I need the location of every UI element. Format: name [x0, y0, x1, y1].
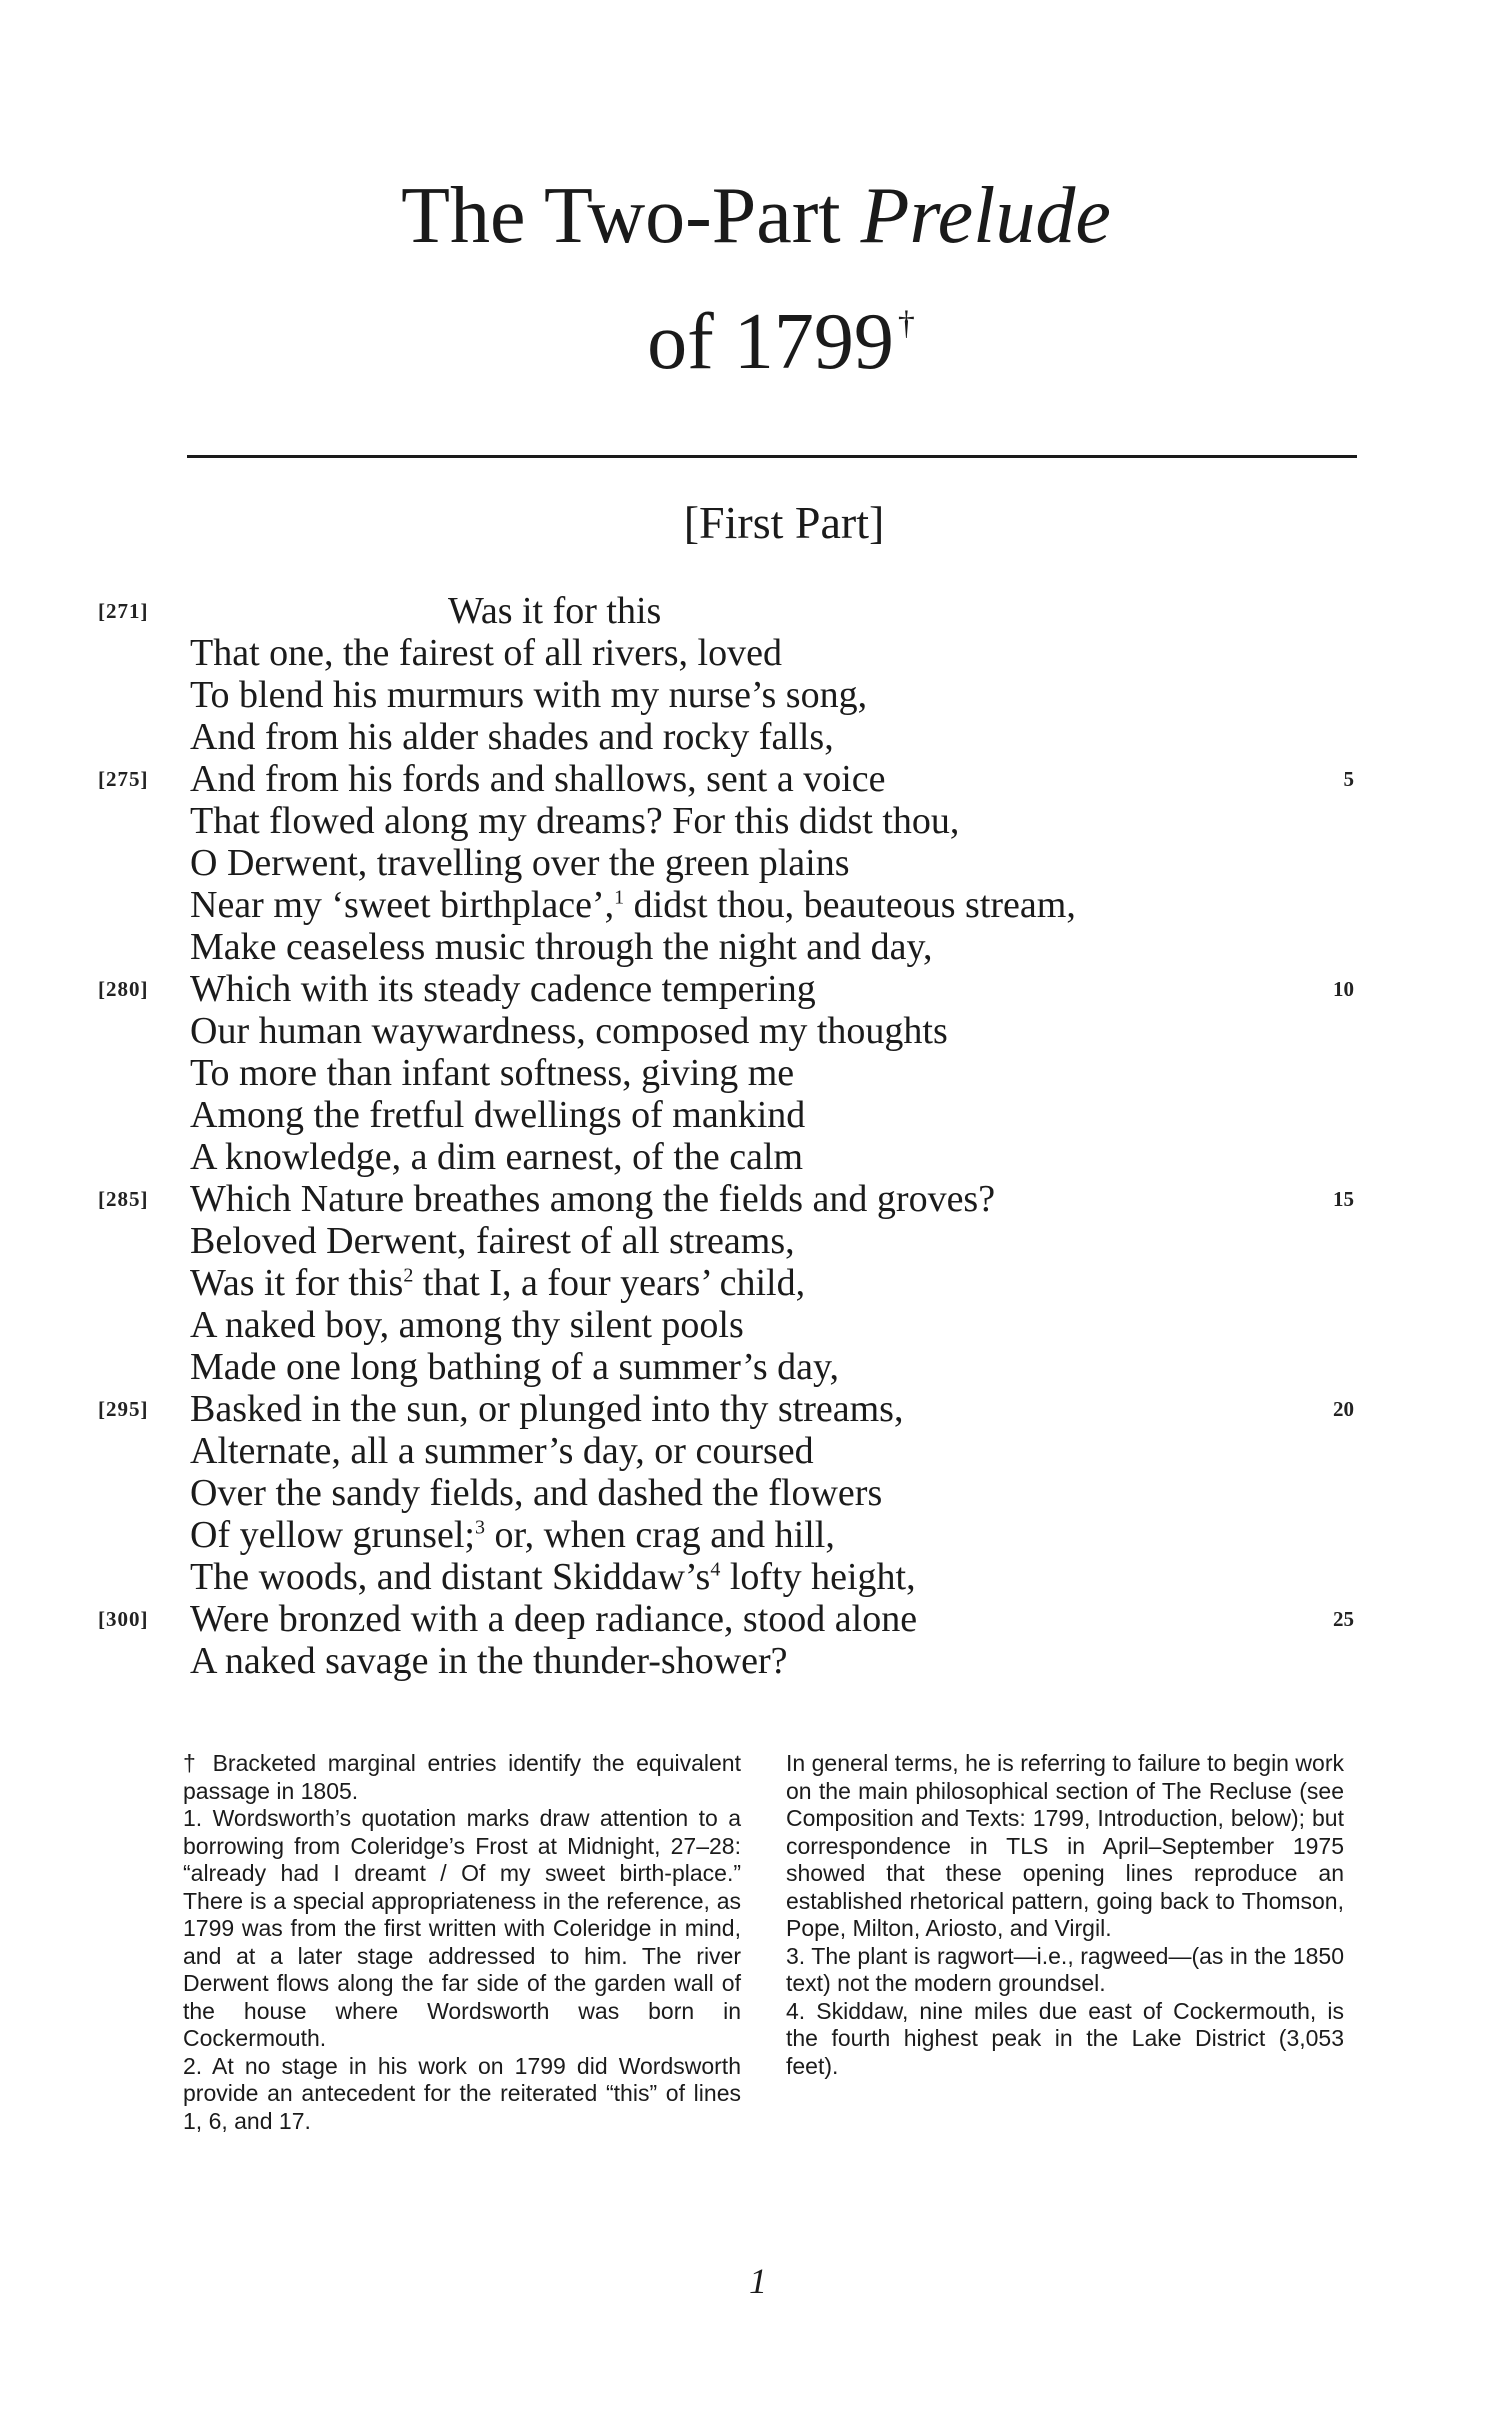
footnote: 3. The plant is ragwort—i.e., ragweed—(as in the 1850 text) not the modern groundsel.	[786, 1942, 1344, 1996]
poem-line-text: Which with its steady cadence tempering	[190, 968, 816, 1010]
poem-line-text: That one, the fairest of all rivers, loved	[190, 632, 782, 674]
poem-line-text: Made one long bathing of a summer’s day,	[190, 1346, 840, 1388]
poem-line	[190, 1094, 805, 1136]
poem-line-text: To blend his murmurs with my nurse’s song,	[190, 674, 868, 716]
poem-line-text: Alternate, all a summer’s day, or coursed	[190, 1430, 814, 1472]
poem-line-text: To more than infant softness, giving me	[190, 1052, 795, 1094]
title-dagger: †	[897, 305, 915, 342]
poem-line-text: Basked in the sun, or plunged into thy streams,	[190, 1388, 904, 1430]
poem-line	[190, 800, 959, 842]
poem-line	[190, 632, 782, 674]
poem-line-text-rest: lofty height,	[720, 1556, 916, 1598]
poem-line	[190, 1556, 916, 1598]
poem-line-text: The woods, and distant Skiddaw’s	[190, 1556, 711, 1598]
poem-line	[190, 674, 867, 716]
poem-line	[190, 1178, 995, 1220]
poem-line-text: A naked savage in the thunder-shower?	[190, 1640, 788, 1682]
poem-line-text: Was it for this	[190, 1262, 404, 1304]
line-number: 15	[1333, 1187, 1354, 1211]
footnotes-left-column	[183, 1750, 741, 2135]
title-rule	[187, 455, 1357, 458]
poem-line	[190, 1220, 795, 1262]
poem-line	[190, 1262, 805, 1304]
footnote: † Bracketed marginal entries identify the equivalent passage in 1805.	[183, 1750, 741, 1804]
poem-line-text: Make ceaseless music through the night and day,	[190, 926, 933, 968]
poem-line-text-rest: didst thou, beauteous stream,	[624, 884, 1076, 926]
poem-line	[190, 1052, 794, 1094]
line-number: 25	[1333, 1607, 1354, 1631]
poem-line	[190, 1304, 744, 1346]
footnote: 2. At no stage in his work on 1799 did Wordsworth provide an antecedent for the reiterated “this” of lines 1, 6, and 17.	[183, 2052, 741, 2134]
footnote-reference: 2	[403, 1264, 414, 1287]
poem-line-text: And from his alder shades and rocky falls,	[190, 716, 834, 758]
footnote-reference: 3	[474, 1516, 485, 1539]
title-line-2	[0, 298, 1488, 386]
margin-1805-reference: [285]	[98, 1187, 149, 1211]
poem-line	[190, 1388, 903, 1430]
margin-1805-reference: [280]	[98, 977, 149, 1001]
line-number: 5	[1343, 767, 1354, 791]
footnote: 1. Wordsworth’s quotation marks draw attention to a borrowing from Coleridge’s Frost at Midnight, 27–28: “already had I dreamt / Of my sweet birth-place.” There is a special appropriateness in the reference, as 1799 was from the first written with Coleridge in mind, and at a later stage addressed to him. The river Derwent flows along the far side of the garden wall of the house where Wordsworth was born in Cockermouth.	[183, 1805, 741, 2051]
poem-line	[190, 1010, 948, 1052]
poem-line-text: O Derwent, travelling over the green plains	[190, 842, 850, 884]
line-number: 20	[1333, 1397, 1354, 1421]
poem-line	[190, 716, 834, 758]
poem-line-text-rest: or, when crag and hill,	[484, 1514, 835, 1556]
poem-line	[190, 1430, 814, 1472]
poem-line	[190, 1472, 882, 1514]
poem-line-text: Was it for this	[448, 590, 662, 632]
poem-line-text: And from his fords and shallows, sent a voice	[190, 758, 886, 800]
poem-line	[190, 1598, 917, 1640]
title-italic-word: Prelude	[860, 172, 1111, 260]
poem-line	[190, 842, 850, 884]
poem-line-text: Of yellow grunsel;	[190, 1514, 475, 1556]
poem-line	[190, 884, 1076, 926]
poem-line	[190, 758, 886, 800]
footnote: In general terms, he is referring to failure to begin work on the main philosophical section of The Recluse (see Composition and Texts: 1799, Introduction, below); but correspondence in TLS in April–September 1975 showed that these opening lines reproduce an established rhetorical pattern, going back to Thomson, Pope, Milton, Ariosto, and Virgil.	[786, 1750, 1344, 1941]
poem-line-text: Our human waywardness, composed my thoughts	[190, 1010, 948, 1052]
poem-line-text: Beloved Derwent, fairest of all streams,	[190, 1220, 795, 1262]
page-number: 1	[749, 2261, 767, 2301]
poem-line	[190, 1514, 835, 1556]
poem-line	[190, 926, 933, 968]
margin-1805-reference: [271]	[98, 599, 149, 623]
line-number: 10	[1333, 977, 1354, 1001]
title-year: of 1799	[647, 298, 894, 386]
poem-line-text: A knowledge, a dim earnest, of the calm	[190, 1136, 804, 1178]
poem-line-text: That flowed along my dreams? For this didst thou,	[190, 800, 960, 842]
poem-line	[190, 968, 816, 1010]
poem-line	[448, 590, 661, 632]
footnote-reference: 4	[710, 1558, 721, 1581]
poem-line-text: Which Nature breathes among the fields and groves?	[190, 1178, 996, 1220]
poem-line-text: Near my ‘sweet birthplace’,	[190, 884, 615, 926]
poem-line	[190, 1346, 839, 1388]
poem-line	[190, 1640, 788, 1682]
margin-1805-reference: [300]	[98, 1607, 149, 1631]
poem-line-text: Over the sandy fields, and dashed the flowers	[190, 1472, 883, 1514]
poem-line-text-rest: that I, a four years’ child,	[413, 1262, 806, 1304]
title-line-1	[0, 172, 1488, 260]
poem-line	[190, 1136, 803, 1178]
margin-1805-reference: [295]	[98, 1397, 149, 1421]
title-prefix: The Two-Part	[401, 172, 861, 260]
margin-1805-reference: [275]	[98, 767, 149, 791]
footnote-reference: 1	[614, 886, 625, 909]
footnote: 4. Skiddaw, nine miles due east of Cockermouth, is the fourth highest peak in the Lake District (3,053 feet).	[786, 1997, 1344, 2079]
poem-line-text: Among the fretful dwellings of mankind	[190, 1094, 806, 1136]
part-heading: [First Part]	[683, 497, 885, 548]
footnotes-right-column	[786, 1750, 1344, 2080]
poem-line-text: Were bronzed with a deep radiance, stood alone	[190, 1598, 918, 1640]
poem-line-text: A naked boy, among thy silent pools	[190, 1304, 744, 1346]
